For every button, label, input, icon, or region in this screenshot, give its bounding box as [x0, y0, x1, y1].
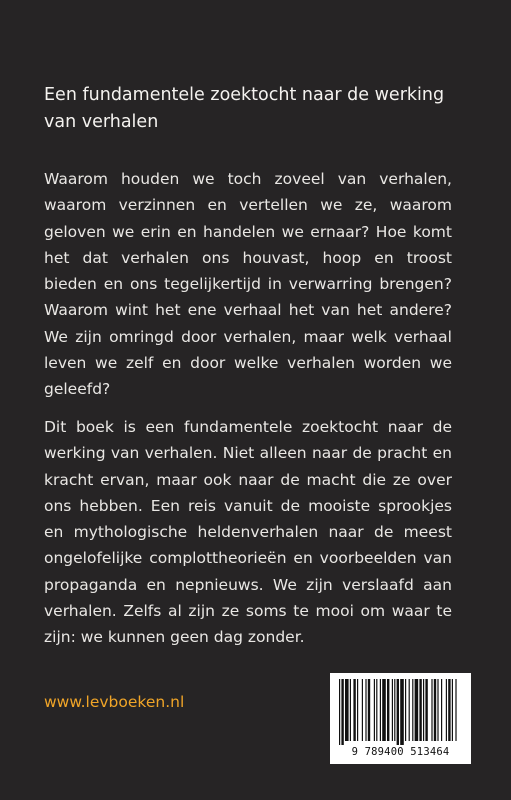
barcode-bar — [362, 679, 363, 741]
barcode-bar — [434, 679, 436, 741]
barcode-bar — [455, 679, 456, 741]
blurb-paragraph-2: Dit boek is een fundamentele zoektocht naar de werking van verhalen. Niet alleen naar de pracht en kracht ervan, maar ook naar de macht die ze over ons hebben. Een reis vanuit de mooiste sprookjes en mythologische heldenverhalen naar de meest ongelofelijke complottheorieën en voorbeelden van propaganda en nepnieuws. We zijn verslaafd aan verhalen. Zelfs al zijn ze soms te mooi om waar te zijn: we kunnen geen dag zonder. — [44, 418, 452, 647]
barcode-bar — [392, 679, 393, 741]
barcode-bar — [374, 679, 375, 741]
barcode-bar — [448, 679, 450, 741]
barcode-bar — [446, 679, 447, 741]
barcode-bar — [437, 679, 438, 741]
barcode-bar — [345, 679, 349, 741]
barcode-bars — [338, 679, 463, 745]
barcode-bar — [387, 679, 389, 741]
barcode-bar — [400, 679, 404, 745]
barcode-bar — [397, 679, 399, 745]
barcode-bar — [339, 679, 340, 745]
barcode-bar — [412, 679, 413, 741]
blurb-paragraph-1: Waarom houden we toch zoveel van verhalen, waarom verzinnen en vertellen we ze, waarom geloven we erin en handelen we ernaar? Hoe komt het dat verhalen ons houvast, hoop en troost bieden en ons tegelijkertijd in verwarring brengen? Waarom wint het ene verhaal het van het andere? We zijn omringd door verhalen, maar welk verhaal leven we zelf en door welke verhalen worden we geleefd? — [44, 170, 452, 399]
barcode-bar — [452, 679, 453, 741]
barcode-bar — [423, 679, 424, 741]
barcode-bar — [350, 679, 351, 741]
barcode-bar — [382, 679, 386, 741]
barcode-bar — [405, 679, 406, 741]
isbn-number: 9 789400 513464 — [351, 746, 450, 758]
barcode-bar — [394, 679, 395, 741]
barcode-bar — [431, 679, 432, 741]
barcode-bar — [380, 679, 381, 741]
isbn-barcode — [330, 673, 471, 764]
barcode-bar — [368, 679, 370, 741]
barcode-bar — [365, 679, 366, 741]
barcode-bar — [357, 679, 358, 741]
barcode-bar — [409, 679, 410, 741]
barcode-bar — [415, 679, 419, 741]
barcode-bar — [425, 679, 427, 741]
publisher-website: www.levboeken.nl — [44, 693, 185, 711]
back-cover-heading: Een fundamentele zoektocht naar de werking van verhalen — [44, 85, 445, 132]
barcode-bar — [441, 679, 442, 741]
barcode-bar — [341, 679, 343, 745]
barcode-bar — [376, 679, 377, 741]
barcode-bar — [353, 679, 355, 741]
barcode-bar — [419, 679, 421, 741]
